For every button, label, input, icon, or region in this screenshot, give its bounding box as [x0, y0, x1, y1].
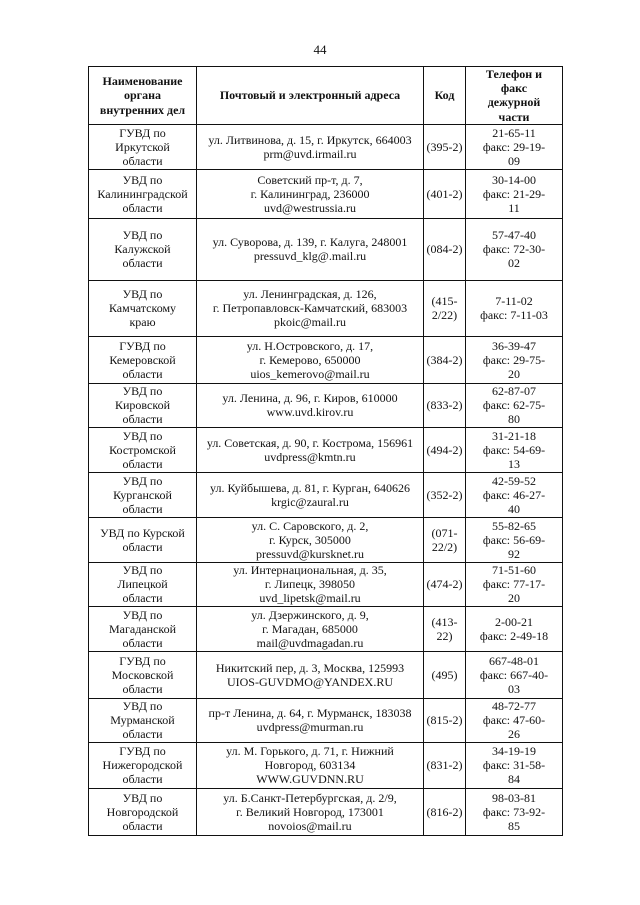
address-cell: ул. Суворова, д. 139, г. Калуга, 248001 pressuvd_klg@.mail.ru — [197, 218, 424, 280]
phone-cell: 55-82-65 факс: 56-69- 92 — [466, 517, 563, 562]
address-cell: Никитский пер, д. 3, Москва, 125993 UIOS-GUVDMO@YANDEX.RU — [197, 651, 424, 698]
organ-cell: УВД по Мурманской области — [89, 698, 197, 742]
code-cell: (833-2) — [424, 383, 466, 427]
address-cell: ул. Дзержинского, д. 9, г. Магадан, 685000 mail@uvdmagadan.ru — [197, 606, 424, 651]
code-cell: (474-2) — [424, 562, 466, 606]
address-cell: пр-т Ленина, д. 64, г. Мурманск, 183038 uvdpress@murman.ru — [197, 698, 424, 742]
address-cell: ул. Советская, д. 90, г. Кострома, 156961 uvdpress@kmtn.ru — [197, 427, 424, 472]
phone-cell: 36-39-47 факс: 29-75- 20 — [466, 336, 563, 383]
table-row — [89, 336, 563, 383]
code-cell: (384-2) — [424, 336, 466, 383]
code-cell: (831-2) — [424, 742, 466, 788]
address-cell: ул. Ленина, д. 96, г. Киров, 610000 www.uvd.kirov.ru — [197, 383, 424, 427]
address-cell: ул. Н.Островского, д. 17, г. Кемерово, 650000 uios_kemerovo@mail.ru — [197, 336, 424, 383]
table-row — [89, 698, 563, 742]
phone-cell: 30-14-00 факс: 21-29- 11 — [466, 169, 563, 218]
table-row — [89, 280, 563, 336]
header-row — [89, 67, 563, 125]
address-cell: ул. Ленинградская, д. 126, г. Петропавловск-Камчатский, 683003 pkoic@mail.ru — [197, 280, 424, 336]
page-number: 44 — [313, 42, 327, 57]
organ-cell: УВД по Кировской области — [89, 383, 197, 427]
organ-cell: УВД по Калужской области — [89, 218, 197, 280]
phone-cell: 7-11-02 факс: 7-11-03 — [466, 280, 563, 336]
table-row — [89, 651, 563, 698]
table-row — [89, 383, 563, 427]
phone-cell: 48-72-77 факс: 47-60- 26 — [466, 698, 563, 742]
code-cell: (084-2) — [424, 218, 466, 280]
code-cell: (413- 22) — [424, 606, 466, 651]
phone-cell: 667-48-01 факс: 667-40- 03 — [466, 651, 563, 698]
phone-cell: 71-51-60 факс: 77-17- 20 — [466, 562, 563, 606]
table-row — [89, 742, 563, 788]
code-cell: (815-2) — [424, 698, 466, 742]
code-cell: (495) — [424, 651, 466, 698]
phone-cell: 62-87-07 факс: 62-75- 80 — [466, 383, 563, 427]
phone-cell: 34-19-19 факс: 31-58- 84 — [466, 742, 563, 788]
organ-cell: ГУВД по Иркутской области — [89, 124, 197, 169]
address-cell: ул. С. Саровского, д. 2, г. Курск, 305000 pressuvd@kursknet.ru — [197, 517, 424, 562]
phone-cell: 31-21-18 факс: 54-69- 13 — [466, 427, 563, 472]
phone-cell: 42-59-52 факс: 46-27- 40 — [466, 472, 563, 517]
organ-cell: УВД по Калининградской области — [89, 169, 197, 218]
police-directory-table — [88, 66, 563, 836]
organ-cell: ГУВД по Нижегородской области — [89, 742, 197, 788]
phone-cell: 98-03-81 факс: 73-92- 85 — [466, 788, 563, 835]
address-cell: ул. Литвинова, д. 15, г. Иркутск, 664003 prm@uvd.irmail.ru — [197, 124, 424, 169]
organ-cell: ГУВД по Московской области — [89, 651, 197, 698]
code-cell: (071- 22/2) — [424, 517, 466, 562]
table-row — [89, 169, 563, 218]
phone-cell: 21-65-11 факс: 29-19- 09 — [466, 124, 563, 169]
organ-cell: ГУВД по Кемеровской области — [89, 336, 197, 383]
phone-cell: 57-47-40 факс: 72-30- 02 — [466, 218, 563, 280]
header-code: Код — [424, 67, 466, 125]
address-cell: ул. М. Горького, д. 71, г. Нижний Новгород, 603134 WWW.GUVDNN.RU — [197, 742, 424, 788]
header-address: Почтовый и электронный адреса — [197, 67, 424, 125]
organ-cell: УВД по Костромской области — [89, 427, 197, 472]
table-row — [89, 124, 563, 169]
table-row — [89, 788, 563, 835]
organ-cell: УВД по Новгородской области — [89, 788, 197, 835]
code-cell: (415- 2/22) — [424, 280, 466, 336]
table-row — [89, 427, 563, 472]
table-row — [89, 517, 563, 562]
table-row — [89, 218, 563, 280]
address-cell: ул. Интернациональная, д. 35, г. Липецк, 398050 uvd_lipetsk@mail.ru — [197, 562, 424, 606]
organ-cell: УВД по Магаданской области — [89, 606, 197, 651]
address-cell: Советский пр-т, д. 7, г. Калининград, 236000 uvd@westrussia.ru — [197, 169, 424, 218]
code-cell: (816-2) — [424, 788, 466, 835]
code-cell: (494-2) — [424, 427, 466, 472]
table-row — [89, 472, 563, 517]
code-cell: (395-2) — [424, 124, 466, 169]
code-cell: (401-2) — [424, 169, 466, 218]
organ-cell: УВД по Курской области — [89, 517, 197, 562]
organ-cell: УВД по Липецкой области — [89, 562, 197, 606]
header-phone: Телефон и факс дежурной части — [466, 67, 563, 125]
header-organ: Наименование органа внутренних дел — [89, 67, 197, 125]
address-cell: ул. Куйбышева, д. 81, г. Курган, 640626 krgic@zaural.ru — [197, 472, 424, 517]
organ-cell: УВД по Курганской области — [89, 472, 197, 517]
table-row — [89, 606, 563, 651]
address-cell: ул. Б.Санкт-Петербургская, д. 2/9, г. Великий Новгород, 173001 novoios@mail.ru — [197, 788, 424, 835]
code-cell: (352-2) — [424, 472, 466, 517]
phone-cell: 2-00-21 факс: 2-49-18 — [466, 606, 563, 651]
table-row — [89, 562, 563, 606]
organ-cell: УВД по Камчатскому краю — [89, 280, 197, 336]
